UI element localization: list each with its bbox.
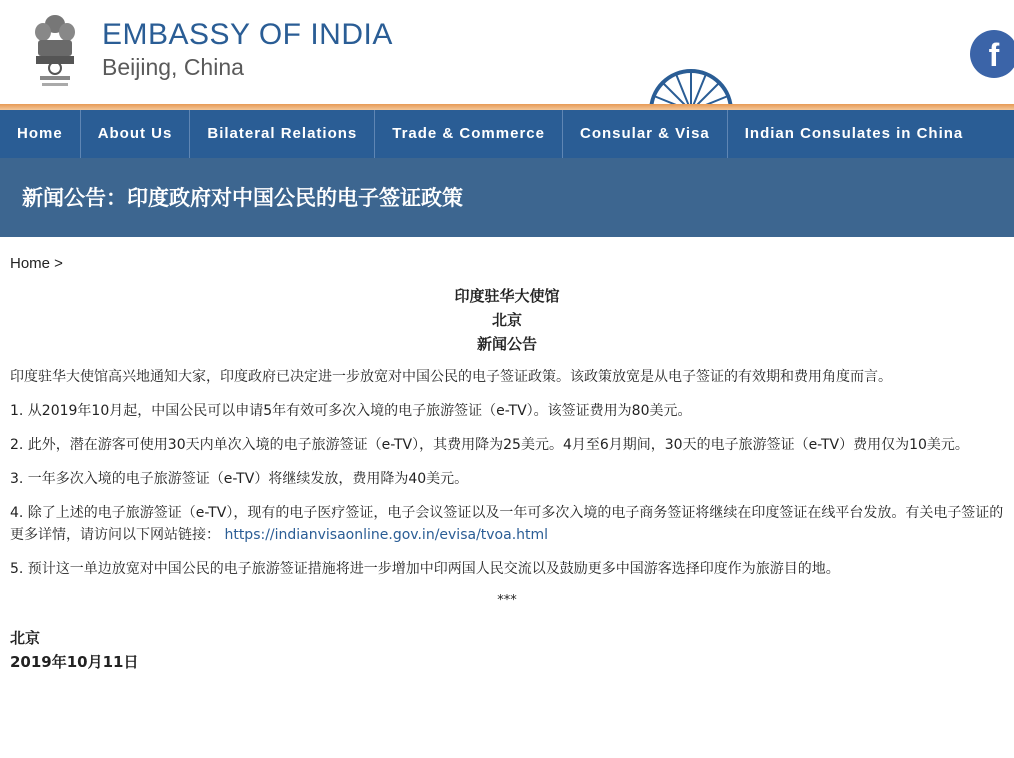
facebook-icon[interactable]: f <box>970 30 1014 78</box>
breadcrumb-separator: > <box>50 255 63 272</box>
signoff-date: 2019年10月11日 <box>10 653 139 671</box>
heading-notice: 新闻公告 <box>476 335 537 353</box>
signoff <box>10 626 1004 674</box>
paragraph-4-text: 4. 除了上述的电子旅游签证（e-TV），现有的电子医疗签证，电子会议签证以及一年可多次入境的电子商务签证将继续在印度签证在线平台发放。有关电子签证的更多详情，请访问以下网站链接： <box>10 505 1004 543</box>
page-title: 新闻公告：印度政府对中国公民的电子签证政策 <box>22 186 463 210</box>
ashoka-chakra-icon <box>648 68 734 104</box>
evisa-link[interactable]: https://indianvisaonline.gov.in/evisa/tvoa.html <box>224 527 549 543</box>
nav-item-about-us[interactable]: About Us <box>81 110 191 158</box>
heading-city: 北京 <box>491 311 522 329</box>
article-heading <box>10 284 1004 356</box>
site-subtitle: Beijing, China <box>102 54 244 80</box>
nav-item-indian-consulates[interactable]: Indian Consulates in China <box>744 125 964 142</box>
site-title[interactable]: EMBASSY OF INDIA <box>102 18 393 51</box>
breadcrumb-home-link[interactable]: Home <box>10 255 51 272</box>
nav-item-home[interactable]: Home <box>0 110 81 158</box>
ashoka-emblem-icon <box>30 10 80 90</box>
nav-item-consular-visa[interactable]: Consular & Visa <box>563 110 728 158</box>
paragraph-1: 1. 从2019年10月起，中国公民可以申请5年有效可多次入境的电子旅游签证（e-TV）。该签证费用为80美元。 <box>10 403 692 419</box>
paragraph-5: 5. 预计这一单边放宽对中国公民的电子旅游签证措施将进一步增加中印两国人民交流以及鼓励更多中国游客选择印度作为旅游目的地。 <box>10 561 840 577</box>
article-content <box>0 253 1014 674</box>
site-header <box>0 0 1014 104</box>
heading-embassy: 印度驻华大使馆 <box>454 287 560 305</box>
signoff-place: 北京 <box>10 629 41 647</box>
nav-item-bilateral-relations[interactable]: Bilateral Relations <box>190 110 375 158</box>
paragraph-3: 3. 一年多次入境的电子旅游签证（e-TV）将继续发放，费用降为40美元。 <box>10 471 469 487</box>
separator-stars: *** <box>497 593 517 608</box>
paragraph-intro: 印度驻华大使馆高兴地通知大家，印度政府已决定进一步放宽对中国公民的电子签证政策。该政策放宽是从电子签证的有效期和费用角度而言。 <box>10 369 892 385</box>
nav-item-trade-commerce[interactable]: Trade & Commerce <box>375 110 563 158</box>
paragraph-2: 2. 此外，潜在游客可使用30天内单次入境的电子旅游签证（e-TV），其费用降为25美元。4月至6月期间，30天的电子旅游签证（e-TV）费用仅为10美元。 <box>10 437 969 453</box>
paragraph-4 <box>10 502 1004 546</box>
breadcrumb <box>10 253 1004 275</box>
page-banner <box>0 158 1014 237</box>
main-nav <box>0 110 1014 158</box>
